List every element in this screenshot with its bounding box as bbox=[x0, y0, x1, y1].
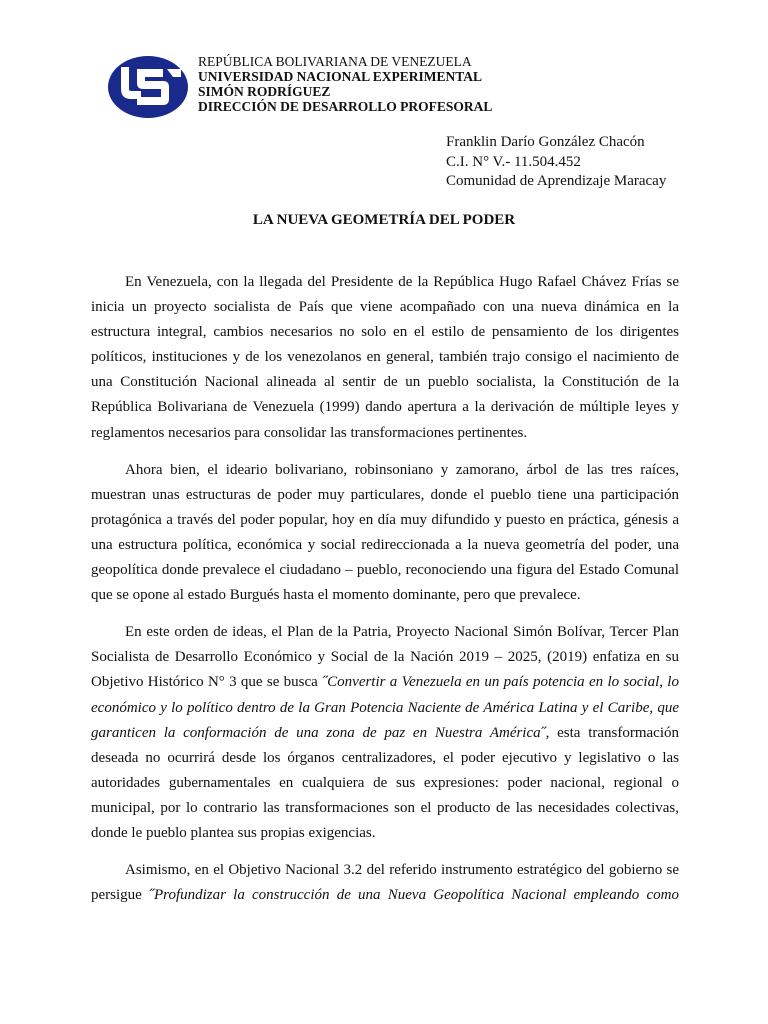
author-id: C.I. N° V.- 11.504.452 bbox=[446, 153, 581, 170]
document-body bbox=[91, 270, 679, 920]
university-name-line: SIMÓN RODRÍGUEZ bbox=[198, 84, 331, 99]
country-line: REPÚBLICA BOLIVARIANA DE VENEZUELA bbox=[198, 54, 472, 69]
university-line: UNIVERSIDAD NACIONAL EXPERIMENTAL bbox=[198, 69, 483, 84]
paragraph-3 bbox=[91, 620, 679, 846]
paragraph-1: En Venezuela, con la llegada del Presidente de la República Hugo Rafael Chávez Frías se inicia un proyecto socialista de País que viene acompañado con una nueva dinámica en la estructura integral, cambios necesarios no solo en el estilo de pensamiento de los dirigentes políticos, instituciones y de los venezolanos en general, también trajo consigo el nacimiento de una Constitución Nacional alineada al sentir de un pueblo socialista, la Constitución de la República Bolivariana de Venezuela (1999) dando apertura a la derivación de múltiple leyes y reglamentos necesarios para consolidar las transformaciones pertinentes. bbox=[91, 274, 679, 441]
author-community: Comunidad de Aprendizaje Maracay bbox=[446, 173, 667, 189]
paragraph-4-lead: Asimismo, en el Objetivo Nacional 3.2 del referido instrumento estratégico del gobierno se persigue bbox=[91, 862, 679, 904]
paragraph-3-tail: , esta transformación deseada no ocurrirá desde los órganos centralizadores, el poder ejecutivo y legislativo o las autoridades gubernamentales en cualquiera de sus expresiones: poder nacional, regional o municipal, por lo contrario las transformaciones son el producto de las necesidades colectivas, donde le pueblo plantea sus propias exigencias. bbox=[91, 724, 680, 841]
paragraph-4 bbox=[91, 858, 679, 908]
author-block bbox=[446, 133, 666, 192]
paragraph-3-lead: En este orden de ideas, el Plan de la Patria, Proyecto Nacional Simón Bolívar, Tercer Plan Socialista de Desarrollo Económico y Social de la Nación 2019 – 2025, (2019) enfatiza en su Objetivo Histórico N° 3 que se busca bbox=[91, 624, 679, 691]
author-name: Franklin Darío González Chacón bbox=[446, 134, 645, 150]
paragraph-3-quote: ˝Convertir a Venezuela en un país potencia en lo social, lo económico y lo político dentro de la Gran Potencia Naciente de América Latina y el Caribe, que garanticen la conformación de una zona de paz en Nuestra América˝ bbox=[91, 674, 679, 741]
institution-header bbox=[198, 54, 492, 114]
document-title: LA NUEVA GEOMETRÍA DEL PODER bbox=[252, 212, 516, 228]
paragraph-4-quote: ˝Profundizar la construcción de una Nueva Geopolítica Nacional empleando como bbox=[149, 887, 679, 904]
department-line: DIRECCIÓN DE DESARROLLO PROFESORAL bbox=[198, 99, 493, 114]
paragraph-2: Ahora bien, el ideario bolivariano, robinsoniano y zamorano, árbol de las tres raíces, muestran unas estructuras de poder muy particulares, donde el pueblo tiene una participación protagónica a través del poder popular, hoy en día muy difundido y puesto en práctica, génesis a una estructura política, económica y social redireccionada a la nueva geometría del poder, una geopolítica donde prevalece el ciudadano – pueblo, reconociendo una figura del Estado Comunal que se opone al estado Burgués hasta el momento dominante, pero que prevalece. bbox=[91, 461, 679, 604]
university-logo bbox=[107, 55, 189, 119]
